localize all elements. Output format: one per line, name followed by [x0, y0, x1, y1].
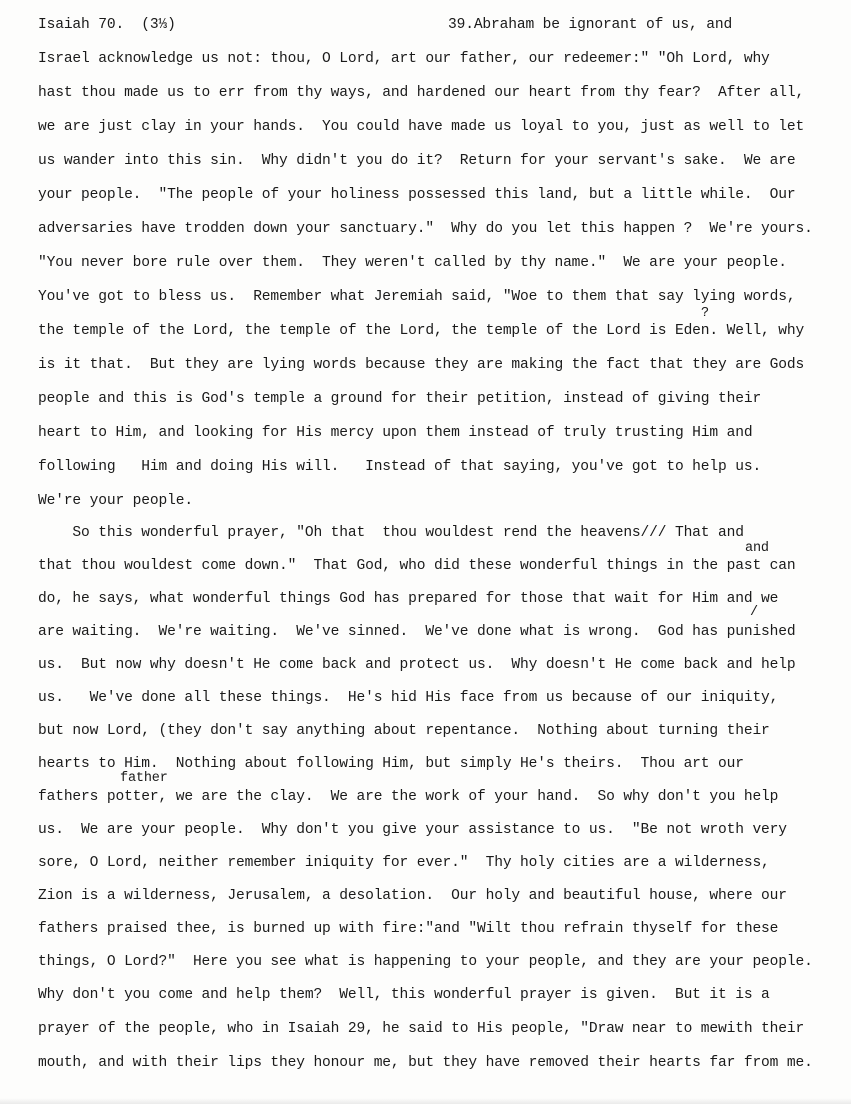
- text-line: Israel acknowledge us not: thou, O Lord, art our father, our redeemer:" "Oh Lord, why: [38, 51, 770, 67]
- text-line: So this wonderful prayer, "Oh that thou wouldest rend the heavens/// That and: [38, 525, 744, 541]
- text-line: is it that. But they are lying words because they are making the fact that they are Gods: [38, 357, 805, 373]
- text-line: but now Lord, (they don't say anything about repentance. Nothing about turning their: [38, 723, 770, 739]
- text-line: fathers praised thee, is burned up with fire:"and "Wilt thou refrain thyself for these: [38, 921, 779, 937]
- text-line: us wander into this sin. Why didn't you do it? Return for your servant's sake. We are: [38, 153, 796, 169]
- text-line: We're your people.: [38, 493, 193, 509]
- text-line: us. But now why doesn't He come back and protect us. Why doesn't He come back and help: [38, 657, 796, 673]
- scan-bottom-edge: [0, 1098, 851, 1104]
- text-line: fathers potter, we are the clay. We are the work of your hand. So why don't you help: [38, 789, 779, 805]
- text-line: things, O Lord?" Here you see what is happening to your people, and they are your people.: [38, 954, 813, 970]
- text-line: we are just clay in your hands. You could have made us loyal to you, just as well to let: [38, 119, 805, 135]
- text-line: us. We are your people. Why don't you give your assistance to us. "Be not wroth very: [38, 822, 787, 838]
- text-line: us. We've done all these things. He's hid His face from us because of our iniquity,: [38, 690, 779, 706]
- handwritten-slash: /: [750, 605, 758, 620]
- text-line: your people. "The people of your holiness possessed this land, but a little while. Our: [38, 187, 796, 203]
- interlinear-father: father: [120, 771, 168, 786]
- text-line: mouth, and with their lips they honour me, but they have removed their hearts far from me.: [38, 1055, 813, 1071]
- text-line: Zion is a wilderness, Jerusalem, a desolation. Our holy and beautiful house, where our: [38, 888, 787, 904]
- page-header-reference: Isaiah 70. (3⅓): [38, 17, 176, 33]
- text-line: following Him and doing His will. Instead of that saying, you've got to help us.: [38, 459, 762, 475]
- text-line: do, he says, what wonderful things God has prepared for those that wait for Him and we: [38, 591, 779, 607]
- text-line: the temple of the Lord, the temple of the Lord, the temple of the Lord is Eden. Well, why: [38, 323, 805, 339]
- text-line: Why don't you come and help them? Well, this wonderful prayer is given. But it is a: [38, 987, 770, 1003]
- text-line: "You never bore rule over them. They weren't called by thy name." We are your people.: [38, 255, 787, 271]
- text-line: people and this is God's temple a ground for their petition, instead of giving their: [38, 391, 762, 407]
- text-line: that thou wouldest come down." That God, who did these wonderful things in the past can: [38, 558, 796, 574]
- handwritten-insertion-and: and: [745, 541, 769, 556]
- text-line: adversaries have trodden down your sanctuary." Why do you let this happen ? We're yours.: [38, 221, 813, 237]
- text-line: You've got to bless us. Remember what Jeremiah said, "Woe to them that say lying words,: [38, 289, 796, 305]
- text-line: are waiting. We're waiting. We've sinned. We've done what is wrong. God has punished: [38, 624, 796, 640]
- text-line: hearts to Him. Nothing about following Him, but simply He's theirs. Thou art our: [38, 756, 744, 772]
- handwritten-question-mark: ?: [701, 306, 709, 321]
- text-line: hast thou made us to err from thy ways, and hardened our heart from thy fear? After all,: [38, 85, 805, 101]
- text-line: sore, O Lord, neither remember iniquity for ever." Thy holy cities are a wilderness,: [38, 855, 770, 871]
- page-header-continuation: 39.Abraham be ignorant of us, and: [448, 17, 733, 33]
- text-line: heart to Him, and looking for His mercy upon them instead of truly trusting Him and: [38, 425, 753, 441]
- text-line: prayer of the people, who in Isaiah 29, he said to His people, "Draw near to mewith their: [38, 1021, 805, 1037]
